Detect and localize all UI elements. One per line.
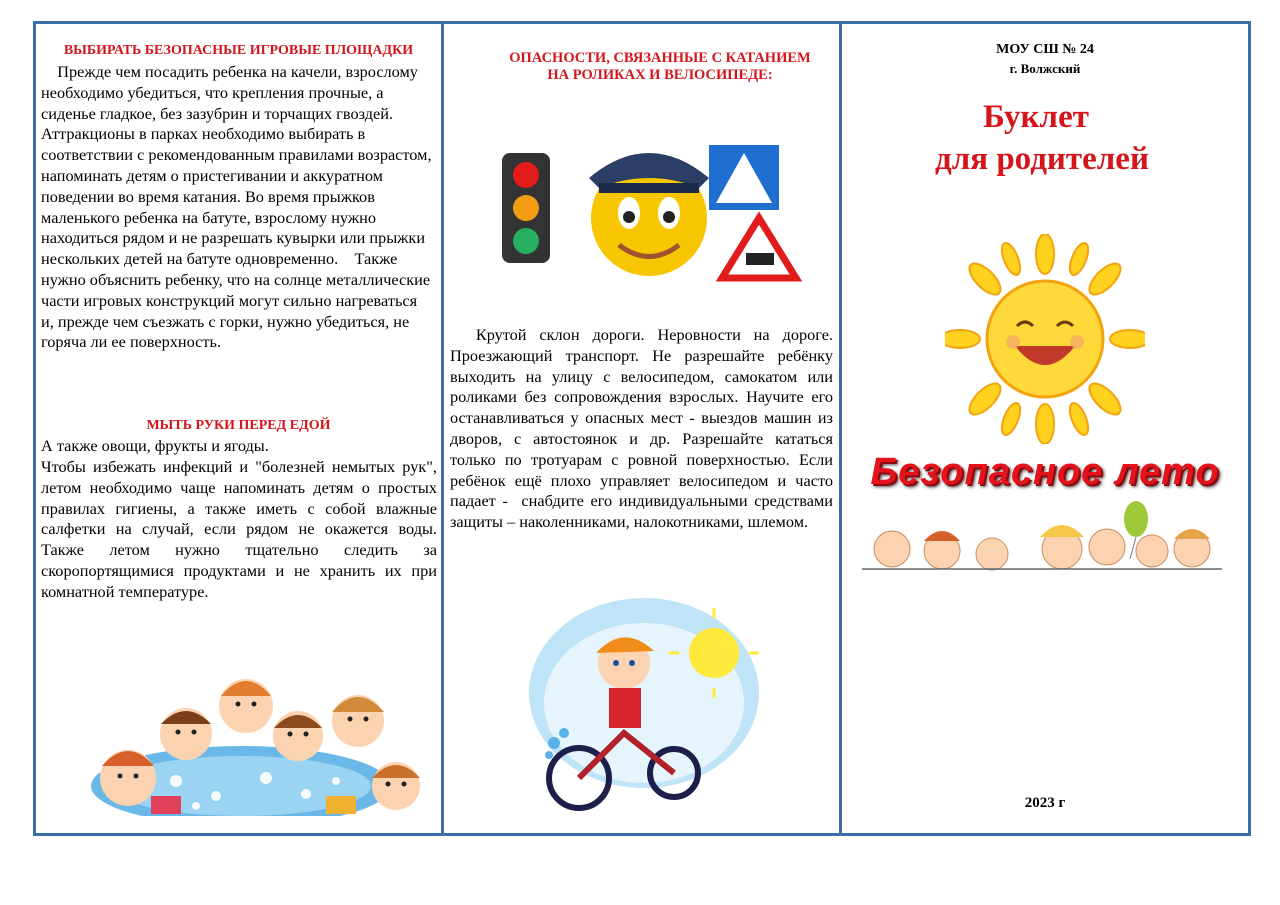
paragraph-playgrounds: Прежде чем посадить ребенка на качели, взрослому необходимо убедиться, что крепления прочные, а сиденье гладкое, без зазубрин и торчащих гвоздей. Аттракционы в парках необходимо выбирать в соответствии с рекомендованным правилами возрастом, напоминать детям о пристегивании и аккуратном поведении во время катания. Во время прыжков маленького ребенка на батуте, взрослому нужно находиться рядом и не разрешать кувырки или прыжки нескольких детей на батуте одновременно. Также нужно объяснить ребенку, что на солнце металлические части игровых конструкций могут сильно нагреваться и, прежде чем съезжать с горки, нужно убедиться, не горяча ли ее поверхность. bbox=[41, 62, 436, 352]
paragraph-dangers: Крутой склон дороги. Неровности на дороге. Проезжающий транспорт. Не разрешайте ребёнку выходить на улицу с велосипедом, самокатом или роликами без сопровождения взрослых. Научите его останавливаться у опасных мест - выездов машин из дворов, с автостоянок и др. Разрешайте кататься только по тротуарам с ровной поверхностью. Если ребёнок ещё плохо управляет велосипедом и часто падает - снабдите его индивидуальными средствами защиты – наколенниками, налокотниками, шлемом. bbox=[450, 325, 838, 532]
left-column bbox=[36, 21, 441, 836]
year-label: 2023 г bbox=[1024, 795, 1066, 811]
paragraph-fruits: А также овощи, фрукты и ягоды. bbox=[41, 436, 269, 455]
traffic-safety-picture bbox=[484, 133, 804, 283]
paragraph-hygiene: Чтобы избежать инфекций и "болезней немытых рук", летом необходимо чаще напоминать детям о простых правилах гигиены, а также иметь с собой влажные салфетки на случай, если рядом не окажется воды. Также летом нужно тщательно следить за скоропортящимися продуктами и не хранить их при комнатной температуре. bbox=[41, 457, 437, 601]
middle-column bbox=[444, 21, 839, 836]
heading-wash-hands: МЫТЬ РУКИ ПЕРЕД ЕДОЙ bbox=[146, 418, 331, 433]
heading-roller-bike-line1: ОПАСНОСТИ, СВЯЗАННЫЕ С КАТАНИЕМ bbox=[509, 50, 811, 66]
school-name: МОУ СШ № 24 bbox=[996, 42, 1094, 57]
booklet-subtitle: для родителей bbox=[935, 141, 1149, 177]
girl-on-bicycle-picture bbox=[514, 593, 764, 813]
right-column bbox=[842, 21, 1248, 836]
heading-safe-playgrounds: ВЫБИРАТЬ БЕЗОПАСНЫЕ ИГРОВЫЕ ПЛОЩАДКИ bbox=[63, 43, 414, 58]
banner-text: Безопасное лето bbox=[870, 451, 1220, 493]
kids-pool-picture bbox=[66, 646, 421, 816]
kids-row-picture bbox=[852, 499, 1232, 579]
booklet-title: Буклет bbox=[983, 99, 1089, 135]
city-name: г. Волжский bbox=[1009, 61, 1081, 76]
heading-roller-bike-line2: НА РОЛИКАХ И ВЕЛОСИПЕДЕ: bbox=[547, 67, 773, 83]
smiling-sun-picture bbox=[945, 234, 1145, 444]
safe-summer-banner bbox=[850, 451, 1240, 501]
